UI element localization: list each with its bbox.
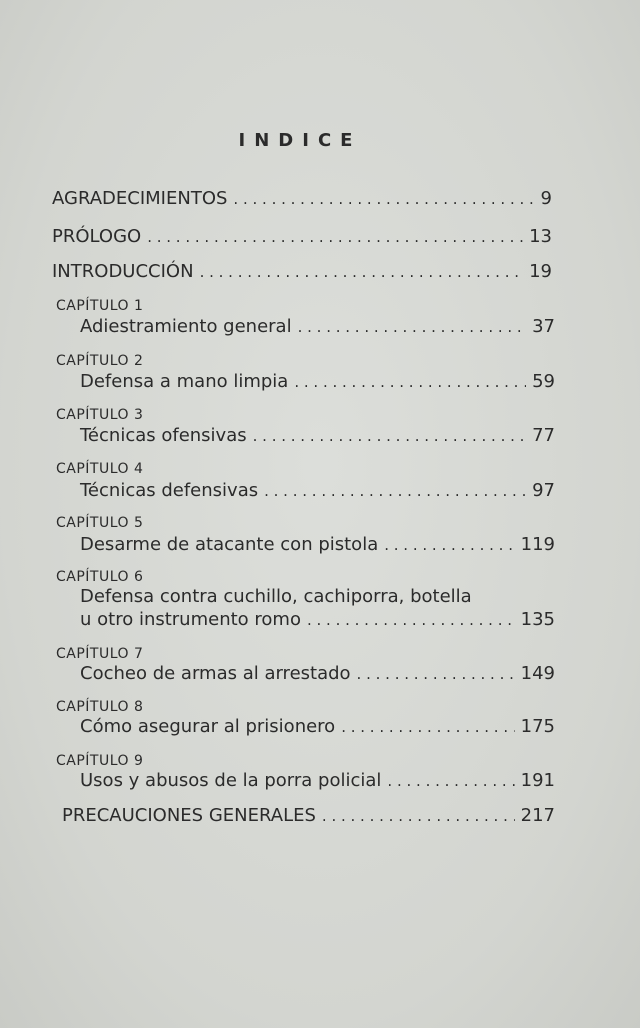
chapter-label: CAPÍTULO 5	[56, 515, 144, 531]
entry-page: 13	[529, 226, 552, 247]
entry-title: Técnicas defensivas	[80, 480, 259, 501]
entry-title: Técnicas ofensivas	[80, 425, 247, 446]
entry-page: 97	[532, 480, 555, 501]
dot-leader	[298, 318, 527, 336]
toc-entry	[80, 534, 555, 555]
entry-page: 59	[532, 371, 555, 392]
entry-title: PRECAUCIONES GENERALES	[62, 805, 316, 826]
entry-page: 119	[520, 534, 555, 555]
entry-page: 191	[520, 770, 555, 791]
entry-page: 19	[529, 261, 552, 282]
entry-page: 135	[520, 609, 555, 630]
dot-leader	[357, 665, 515, 683]
dot-leader	[253, 427, 526, 445]
dot-leader	[384, 536, 514, 554]
entry-page: 149	[520, 663, 555, 684]
chapter-label: CAPÍTULO 8	[56, 699, 144, 715]
entry-title-line: Defensa contra cuchillo, cachiporra, botella	[80, 586, 472, 607]
dot-leader	[200, 263, 524, 281]
toc-entry	[80, 480, 555, 501]
chapter-label: CAPÍTULO 1	[56, 298, 144, 314]
dot-leader	[307, 611, 515, 629]
entry-title: AGRADECIMIENTOS	[52, 188, 228, 209]
dot-leader	[264, 482, 526, 500]
toc-entry	[52, 261, 552, 282]
chapter-label: CAPÍTULO 2	[56, 353, 144, 369]
toc-entry	[80, 425, 555, 446]
dot-leader	[233, 190, 534, 208]
entry-page: 77	[532, 425, 555, 446]
index-heading: INDICE	[238, 130, 362, 151]
chapter-label: CAPÍTULO 4	[56, 461, 144, 477]
entry-title: Cocheo de armas al arrestado	[80, 663, 351, 684]
toc-entry	[52, 188, 552, 209]
toc-entry	[62, 805, 555, 826]
toc-entry	[80, 770, 555, 791]
entry-title: u otro instrumento romo	[80, 609, 301, 630]
entry-title: Desarme de atacante con pistola	[80, 534, 379, 555]
toc-entry	[80, 716, 555, 737]
entry-title: INTRODUCCIÓN	[52, 261, 194, 282]
entry-title: Adiestramiento general	[80, 316, 292, 337]
chapter-label: CAPÍTULO 6	[56, 569, 144, 585]
entry-page: 217	[520, 805, 555, 826]
entry-title: Usos y abusos de la porra policial	[80, 770, 382, 791]
toc-entry	[80, 371, 555, 392]
chapter-label: CAPÍTULO 3	[56, 407, 144, 423]
dot-leader	[341, 718, 514, 736]
entry-page: 9	[540, 188, 552, 209]
chapter-label: CAPÍTULO 9	[56, 753, 144, 769]
toc-entry	[80, 609, 555, 630]
chapter-label: CAPÍTULO 7	[56, 646, 144, 662]
entry-page: 37	[532, 316, 555, 337]
dot-leader	[387, 772, 514, 790]
dot-leader	[294, 373, 526, 391]
dot-leader	[322, 807, 515, 825]
dot-leader	[147, 228, 523, 246]
toc-entry	[52, 226, 552, 247]
toc-entry	[80, 663, 555, 684]
toc-entry	[80, 316, 555, 337]
entry-page: 175	[520, 716, 555, 737]
entry-title: PRÓLOGO	[52, 226, 142, 247]
entry-title: Cómo asegurar al prisionero	[80, 716, 336, 737]
entry-title: Defensa a mano limpia	[80, 371, 289, 392]
